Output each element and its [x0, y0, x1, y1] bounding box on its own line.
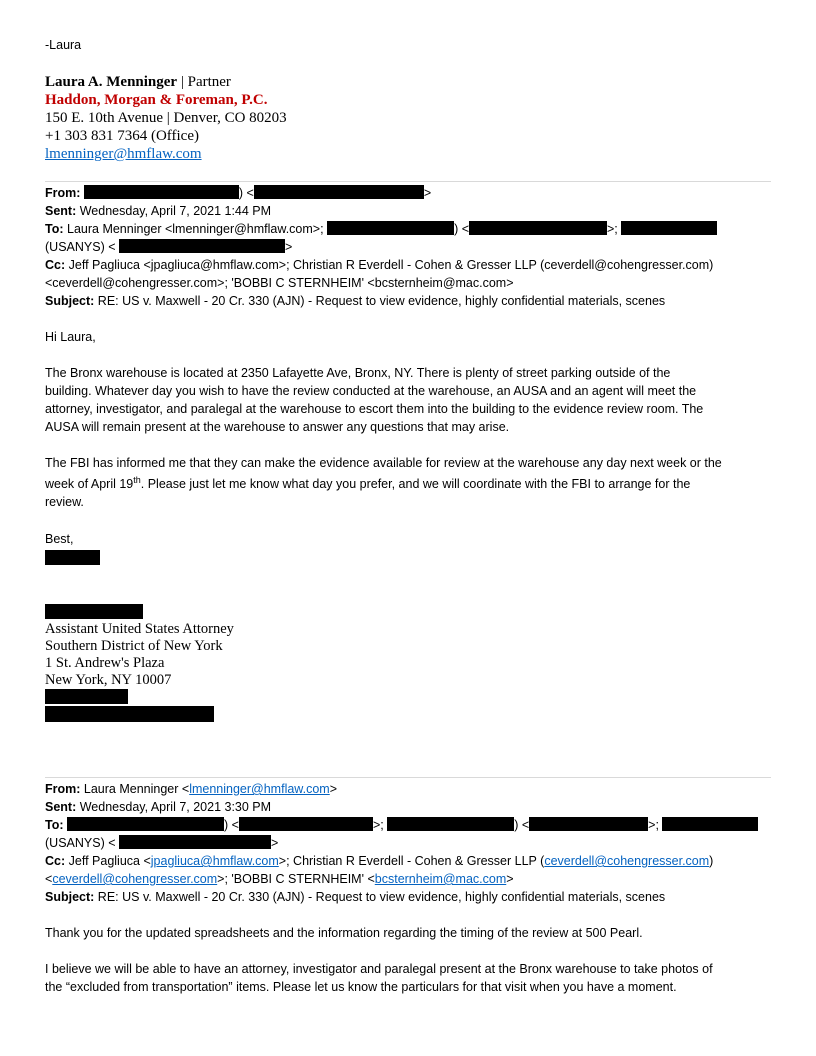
email-body-1 — [45, 328, 771, 346]
subject-value: RE: US v. Maxwell - 20 Cr. 330 (AJN) - Request to view evidence, highly confidential materials, scenes — [97, 294, 666, 308]
redaction — [84, 185, 239, 199]
sent-line: Sent: Wednesday, April 7, 2021 3:30 PM — [45, 800, 272, 814]
from-line: From: Laura Menninger <lmenninger@hmflaw.com> — [45, 782, 338, 796]
signature-firm: Haddon, Morgan & Foreman, P.C. — [45, 92, 268, 108]
redaction — [45, 689, 128, 704]
body2-para-1: Thank you for the updated spreadsheets and the information regarding the timing of the review at 500 Pearl. — [45, 926, 643, 940]
cc-email-link[interactable]: bcsternheim@mac.com — [374, 872, 507, 886]
separator-1 — [45, 181, 771, 182]
ausa-signature: Assistant United States Attorney Southern District of New York 1 St. Andrew's Plaza New York, NY 10007 — [45, 621, 234, 688]
subject-line: Subject: RE: US v. Maxwell - 20 Cr. 330 (AJN) - Request to view evidence, highly confidential materials, scenes — [45, 294, 666, 308]
closing: Best, — [45, 532, 74, 546]
signature-email-link[interactable]: lmenninger@hmflaw.com — [45, 146, 202, 162]
to-line: To: Laura Menninger <lmenninger@hmflaw.com>; ) < >; — [45, 220, 771, 238]
cc-value: Jeff Pagliuca <jpagliuca@hmflaw.com>; Christian R Everdell - Cohen & Gresser LLP (ceverdell@cohengresser.com) — [68, 258, 714, 272]
sent-value: Wednesday, April 7, 2021 1:44 PM — [79, 204, 272, 218]
redaction — [45, 706, 214, 722]
cc-email-link[interactable]: jpagliuca@hmflaw.com — [150, 854, 279, 868]
email-header-1: From: ) < > Sent: Wednesday, April 7, 2021 1:44 PM To: Laura Menninger <lmenninger@hmflaw.com>; ) < >; (USANYS) < > Cc: Jeff Pagliuca <jpagliuca@hmflaw.com>; Christian R Everdell - Cohen & Gresser LLP (ceverdell@cohengresser.com) <ceverdell@cohengresser.com>; 'BOBBI C STERNHEIM' <bcsternheim@mac.com> Subject: RE: US v. Maxwell - 20 Cr. 330 (AJN) - Request to view evidence, highly confidential materials, scenes — [45, 184, 771, 310]
redaction — [239, 817, 373, 831]
signature-title: Partner — [187, 74, 231, 90]
cc-line: Cc: Jeff Pagliuca <jpagliuca@hmflaw.com>; Christian R Everdell - Cohen & Gresser LLP (ceverdell@cohengresser.com) — [45, 258, 714, 272]
signature-name-line — [45, 73, 287, 91]
redaction — [529, 817, 648, 831]
redaction — [254, 185, 424, 199]
signature-phone: +1 303 831 7364 (Office) — [45, 128, 199, 144]
to-value: Laura Menninger <lmenninger@hmflaw.com>; — [67, 222, 324, 236]
cc-email-link[interactable]: ceverdell@cohengresser.com — [52, 872, 218, 886]
cc-email-link[interactable]: ceverdell@cohengresser.com — [544, 854, 710, 868]
to-line: To: ) < >; ) < >; — [45, 816, 771, 834]
redaction — [387, 817, 514, 831]
redaction — [119, 239, 285, 253]
from-line: From: ) < > — [45, 186, 432, 200]
signature-sep: | — [180, 74, 184, 90]
redaction — [45, 604, 143, 619]
signature-address: 150 E. 10th Avenue | Denver, CO 80203 — [45, 110, 287, 126]
signature-block — [45, 73, 287, 163]
email-header-2: From: Laura Menninger <lmenninger@hmflaw.com> Sent: Wednesday, April 7, 2021 3:30 PM To: ) < >; ) < >; (USANYS) < > Cc: Jeff Pagliuca <jpagliuca@hmflaw.com>; Christian R Everdell - Cohen & Gresser LLP (ceverdell@cohengresser.com) <ceverdell@cohengresser.com>; 'BOBBI C STERNHEIM' <bcsternheim@mac.com> Subject: RE: US v. Maxwell - 20 Cr. 330 (AJN) - Request to view evidence, highly confidential materials, scenes — [45, 780, 771, 906]
redaction — [621, 221, 717, 235]
redaction — [662, 817, 758, 831]
closing-signoff: -Laura — [45, 38, 82, 52]
separator-2 — [45, 777, 771, 778]
redaction — [327, 221, 454, 235]
cc-line: Cc: Jeff Pagliuca <jpagliuca@hmflaw.com>; Christian R Everdell - Cohen & Gresser LLP (ceverdell@cohengresser.com) — [45, 854, 714, 868]
sent-line: Sent: Wednesday, April 7, 2021 1:44 PM — [45, 204, 272, 218]
redaction — [469, 221, 607, 235]
redaction — [119, 835, 271, 849]
body2-para-2: I believe we will be able to have an attorney, investigator and paralegal present at the Bronx warehouse to take photos of the “excluded from transportation” items. Please let us know the particulars for that visit when you have a moment. — [45, 962, 713, 994]
redaction — [67, 817, 224, 831]
body-para-2: The FBI has informed me that they can make the evidence available for review at the warehouse any day next week or the week of April 19th. Please just let me know what day you prefer, and we will coordinate with the FBI to arrange for the review. — [45, 456, 722, 509]
body-para-1: The Bronx warehouse is located at 2350 Lafayette Ave, Bronx, NY. There is plenty of street parking outside of the building. Whatever day you wish to have the review conducted at the warehouse, an AUSA and an agent will meet the attorney, investigator, and paralegal at the warehouse to escort them into the building to the evidence review room. The AUSA will remain present at the warehouse to answer any questions that may arise. — [45, 366, 704, 434]
redaction — [45, 550, 100, 565]
signature-name: Laura A. Menninger — [45, 74, 178, 90]
from-email-link[interactable]: lmenninger@hmflaw.com — [189, 782, 330, 796]
greeting: Hi Laura, — [45, 330, 96, 344]
subject-line: Subject: RE: US v. Maxwell - 20 Cr. 330 (AJN) - Request to view evidence, highly confidential materials, scenes — [45, 890, 666, 904]
